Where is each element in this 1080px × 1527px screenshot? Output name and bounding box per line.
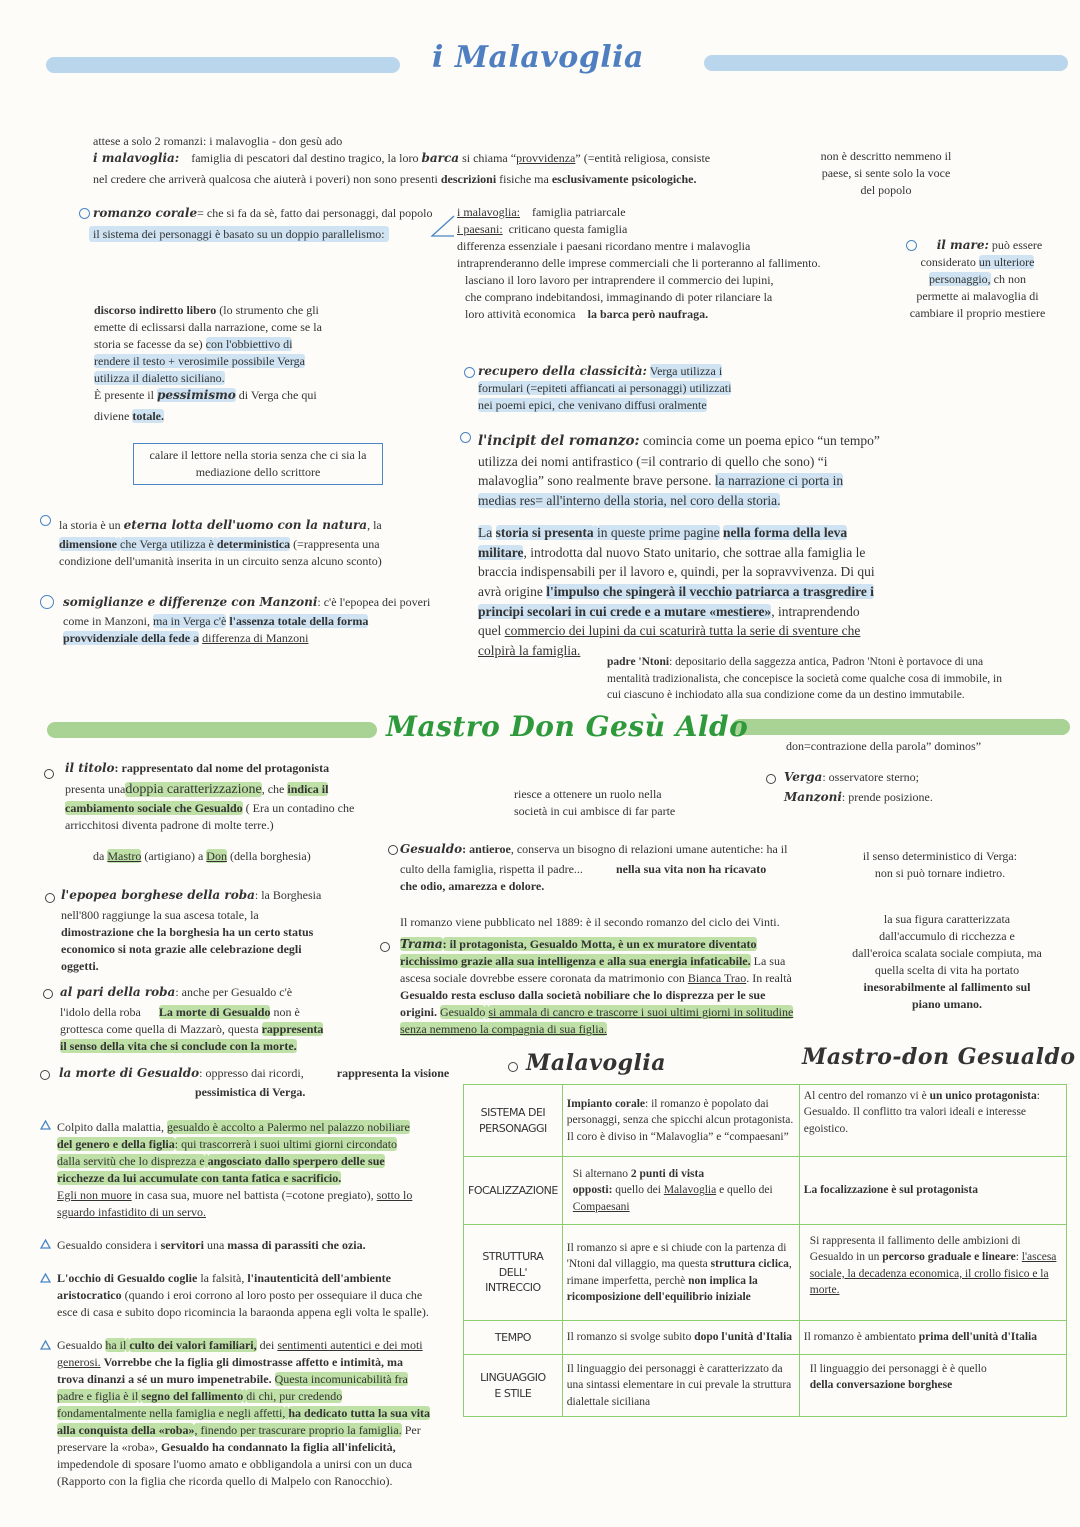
bullet-circle-icon [388,845,398,855]
table-row [464,1157,1067,1225]
header-bar-right [704,55,1068,71]
bullet-circle-icon [380,942,390,952]
table-cell-malavoglia: Impianto corale: il romanzo è popolato dai personaggi, senza che spicchi alcun protagonista. Il coro è diviso in “Malavoglia” e “compaesani” [562,1085,799,1157]
row-header: FOCALIZZAZIONE [464,1157,563,1225]
epopea-block: l'epopea borghese della roba: la Borghesia nell'800 raggiunge la sua ascesa totale, la dimostrazione che la borghesia ha un certo status economico si nota grazie alle celebrazione degli oggetti. [61,888,322,974]
pari-block: al pari della roba: anche per Gesualdo c'è l'idolo della roba La morte di Gesualdo non è grottesca come quella di Mazzarò, questa rappresenta il senso della vita che si conclude con la morte. [60,985,324,1054]
row-header: TEMPO [464,1321,563,1355]
bracket-icon [428,214,456,240]
morte-block: la morte di Gesualdo: oppresso dai ricordi, rappresenta la visione pessimistica di Verga. [59,1066,450,1100]
bullet-circle-icon [45,893,55,903]
table-cell-gesualdo: La focalizzazione è sul protagonista [799,1157,1066,1225]
intro-line-3: nel credere che arriverà qualcosa che aiuterà i poveri) non sono presenti descrizioni fisiche ma esclusivamente psicologiche. [93,172,697,186]
titolo-block: il titolo: rappresentato dal nome del protagonista presenta unadoppia caratterizzazione, che indica il cambiamento sociale che Gesualdo ( Era un contadino che arricchitosi diventa padrone di molte terre.) da Mastro (artigiano) a Don (della borghesia) [65,761,355,863]
side-note-paese: non è descritto nemmeno il paese, si sente solo la voce del popolo [820,149,952,198]
classicita-block: recupero della classicità: Verga utilizza i formulari (=epiteti affiancati ai personaggi) utilizzati nei poemi epici, che venivano diffusi oralmente [478,364,732,413]
figura-note: la sua figura caratterizzata dall'accumulo di ricchezza e dall'eroica scalata sociale compiuta, ma quella scelta di vita ha portato inesorabilmente al fallimento sul piano umano. [852,912,1042,1012]
table-row [464,1321,1067,1355]
row-header: SISTEMA DEI PERSONAGGI [464,1085,563,1157]
intro-line-2: i malavoglia: famiglia di pescatori dal destino tragico, la loro barca si chiama “provvidenza” (=entità religiosa, consiste [93,151,711,165]
bullet-circle-icon [40,1070,50,1080]
second-title: Mastro Don Gesù Aldo [386,710,749,743]
incipit-block: l'incipit del romanzo: comincia come un poema epico “un tempo” utilizza dei nomi antifrastico (=il contrario di quello che sono) “i malavoglia” sono realmente brave persone. la narrazione ci porta in medias res= all'interno della storia, nel coro della storia. La storia si presenta in queste prime pagine nella forma della leva militare, introdotta dal nuovo Stato unitario, che sottrae alla famiglia le braccia indispensabili per il lavoro e, quindi, per la sopravvivenza. Di qui avrà origine l'impulso che spingerà il vecchio patriarca a trasgredire i principi secolari in cui crede e a mutare «mestiere», intraprendendo quel commercio dei lupini da cui scaturirà tutta la serie di sventure che colpirà la famiglia. [478,433,880,658]
table-cell-malavoglia: Si alternano 2 punti di vista opposti: quello dei Malavoglia e quello dei Compaesani [562,1157,799,1225]
row-header: STRUTTURA DELL' INTRECCIO [464,1225,563,1321]
table-cell-gesualdo: Al centro del romanzo vi è un unico protagonista: Gesualdo. Il conflitto tra valori ideali e interesse egoistico. [799,1085,1066,1157]
coral-head-line: romanzo corale= che si fa da sè, fatto dai personaggi, dal popolo [93,206,433,220]
lotta-block: la storia è un eterna lotta dell'uomo con la natura, la dimensione che Verga utilizza è deterministica (=rappresenta una condizione dell'umanità inserita in un circuito senza alcuno sconto) [59,518,382,569]
bullet-circle-icon [40,515,51,526]
main-title: i Malavoglia [432,40,644,75]
triangle-bullet-icon [40,1239,51,1249]
culto-block: Gesualdo ha il culto dei valori familiari, dei sentimenti autentici e dei moti generosi. Vorrebbe che la figlia gli dimostrasse affetto e intimità, ma trova dinanzi a sé un muro impenetrabile. Questa incomunicabilità fra padre e figlia è il segno del fallimento di chi, pur credendo fondamentalmente nella famiglia e negli affetti, ha dedicato tutta la sua vita alla conquista della «roba», finendo per trascurare proprio la famiglia. Per preservare la «roba», Gesualdo ha condannato la figlia all'infelicità, impedendole di sposare l'uomo amato e obbligandola a unirsi con un duca (Rapporto con la figlia che ricorda quello di Malpelo con Ranocchio). [57,1338,431,1489]
table-title-right: Mastro-don Gesualdo [802,1044,1076,1070]
table-cell-gesualdo: Il linguaggio dei personaggi è è quello della conversazione borghese [799,1355,1066,1417]
servitori-line: Gesualdo considera i servitori una massa di parassiti che ozia. [57,1238,366,1252]
determinism-note: il senso deterministico di Verga: non si può tornare indietro. [862,849,1018,881]
table-cell-malavoglia: Il romanzo si apre e si chiude con la partenza di 'Ntoni dal villaggio, ma questa struttura ciclica, rimane imperfetta, perchè non implica la ricomposizione dell'equilibrio iniziale [562,1225,799,1321]
table-cell-malavoglia: Il romanzo si svolge subito dopo l'unità d'Italia [562,1321,799,1355]
table-title-left: Malavoglia [526,1050,667,1076]
table-row [464,1085,1067,1157]
triangle-bullet-icon [40,1273,51,1283]
colpito-block: Colpito dalla malattia, gesualdo è accolto a Palermo nel palazzo nobiliare del genero e della figlia: qui trascorrerà i suoi ultimi giorni circondato dalla servitù che lo disprezza e angosciato dallo sperpero delle sue ricchezze da lui accumulate con tanta fatica e sacrificio. Egli non muore in casa sua, muore nel battista (=cotone pregiato), sotto lo sguardo infastidito di un servo. [57,1120,413,1220]
parallelism-block: i malavoglia: famiglia patriarcale i paesani: criticano questa famiglia differenza essenziale i paesani ricordano mentre i malavoglia intraprenderanno delle imprese commerciali che li porteranno al fallimento. lasciano il loro lavoro per intraprendere il commercio dei lupini, che comprano indebitandosi, immaginando di poter rilanciare la loro attività economica la barca però naufraga. [457,205,821,322]
bullet-circle-icon [766,774,776,784]
coral-line-2: il sistema dei personaggi è basato su un doppio parallelismo: [89,226,389,243]
trama-block: Trama: il protagonista, Gesualdo Motta, è un ex muratore diventato ricchissimo grazie alla sua intelligenza e alla sua energia infaticabile. La sua ascesa sociale dovrebbe essere coronata da matrimonio con Bianca Trao. In realtà Gesualdo resta escluso dalla società nobiliare che lo disprezza per le sue origini. Gesualdo si ammala di cancro e trascorre i suoi ultimi giorni in solitudine senza nemmeno la compagnia di sua figlia. [400,937,794,1037]
publication-note: Il romanzo viene pubblicato nel 1889: è il secondo romanzo del ciclo dei Vinti. [400,915,780,929]
don-note: don=contrazione della parola” dominos” [786,739,982,753]
discorso-block: discorso indiretto libero (lo strumento che gli emette di eclissarsi dalla narrazione, come se la storia se facesse da se) con l'obbiettivo di rendere il testo + verosimile possibile Verga utilizza il dialetto siciliano. È presente il pessimismo di Verga che qui diviene totale. [94,303,322,424]
table-row [464,1355,1067,1417]
mare-note: il mare: può essere considerato un ulteriore personaggio, ch non permette ai malavoglia di cambiare il proprio mestiere [909,238,1046,321]
bullet-circle-icon [43,989,53,999]
ntoni-note: padre 'Ntoni: depositario della saggezza antica, Padron 'Ntoni è portavoce di una mentalità tradizionalista, che concepisce la società come qualche cosa di immobile, in cui ciascuno è inchiodato alla sua condizione come da un destino immutabile. [607,656,1002,702]
triangle-bullet-icon [40,1120,51,1130]
section-bar-left [47,722,377,738]
bullet-circle-icon [460,432,471,443]
table-cell-gesualdo: Si rappresenta il fallimento delle ambizioni di Gesualdo in un percorso graduale e lineare: l'ascesa sociale, la decadenza economica, il crollo fisico e la morte. [799,1225,1066,1321]
bullet-circle-icon [79,208,90,219]
table-cell-gesualdo: Il romanzo è ambientato prima dell'unità d'Italia [799,1321,1066,1355]
bullet-circle-icon [464,367,475,378]
malavoglia-label: i malavoglia: [93,151,180,165]
triangle-bullet-icon [40,1340,51,1350]
section-bar-right [732,719,1070,735]
intro-line-1: attese a solo 2 romanzi: i malavoglia - don gesù ado [93,134,343,148]
gesualdo-block: Gesualdo: antieroe, conserva un bisogno di relazioni umane autentiche: ha il culto della famiglia, rispetta il padre... nella sua vita non ha ricavato che odio, amarezza e dolore. [400,842,788,894]
bullet-circle-icon [40,595,54,609]
occhio-block: L'occhio di Gesualdo coglie la falsità, l'inautenticità dell'ambiente aristocratico (quando i eroi corrono al loro posto per ossequiare il duca che esce di casa e subito dopo ricomincia la baraonda appena egli volta le spalle). [57,1271,429,1320]
header-bar-left [46,57,400,73]
bullet-circle-icon [508,1062,518,1072]
bullet-circle-icon [44,769,54,779]
table-cell-malavoglia: Il linguaggio dei personaggi è caratterizzato da una sintassi elementare in cui prevale la struttura dialettale siciliana [562,1355,799,1417]
verga-manzoni-note: Verga: osservatore sterno; Manzoni: prende posizione. [784,770,933,805]
comparison-table [463,1084,1067,1417]
manzoni-block: somiglianze e differenze con Manzoni: c'è l'epopea dei poveri come in Manzoni, ma in Verga c'è l'assenza totale della forma provvidenziale della fede a differenza di Manzoni [63,595,431,646]
table-row [464,1225,1067,1321]
titolo-side-note: riesce a ottenere un ruolo nella società in cui ambisce di far parte [514,787,676,819]
row-header: LINGUAGGIO E STILE [464,1355,563,1417]
note-box: calare il lettore nella storia senza che ci sia la mediazione dello scrittore [133,443,383,485]
